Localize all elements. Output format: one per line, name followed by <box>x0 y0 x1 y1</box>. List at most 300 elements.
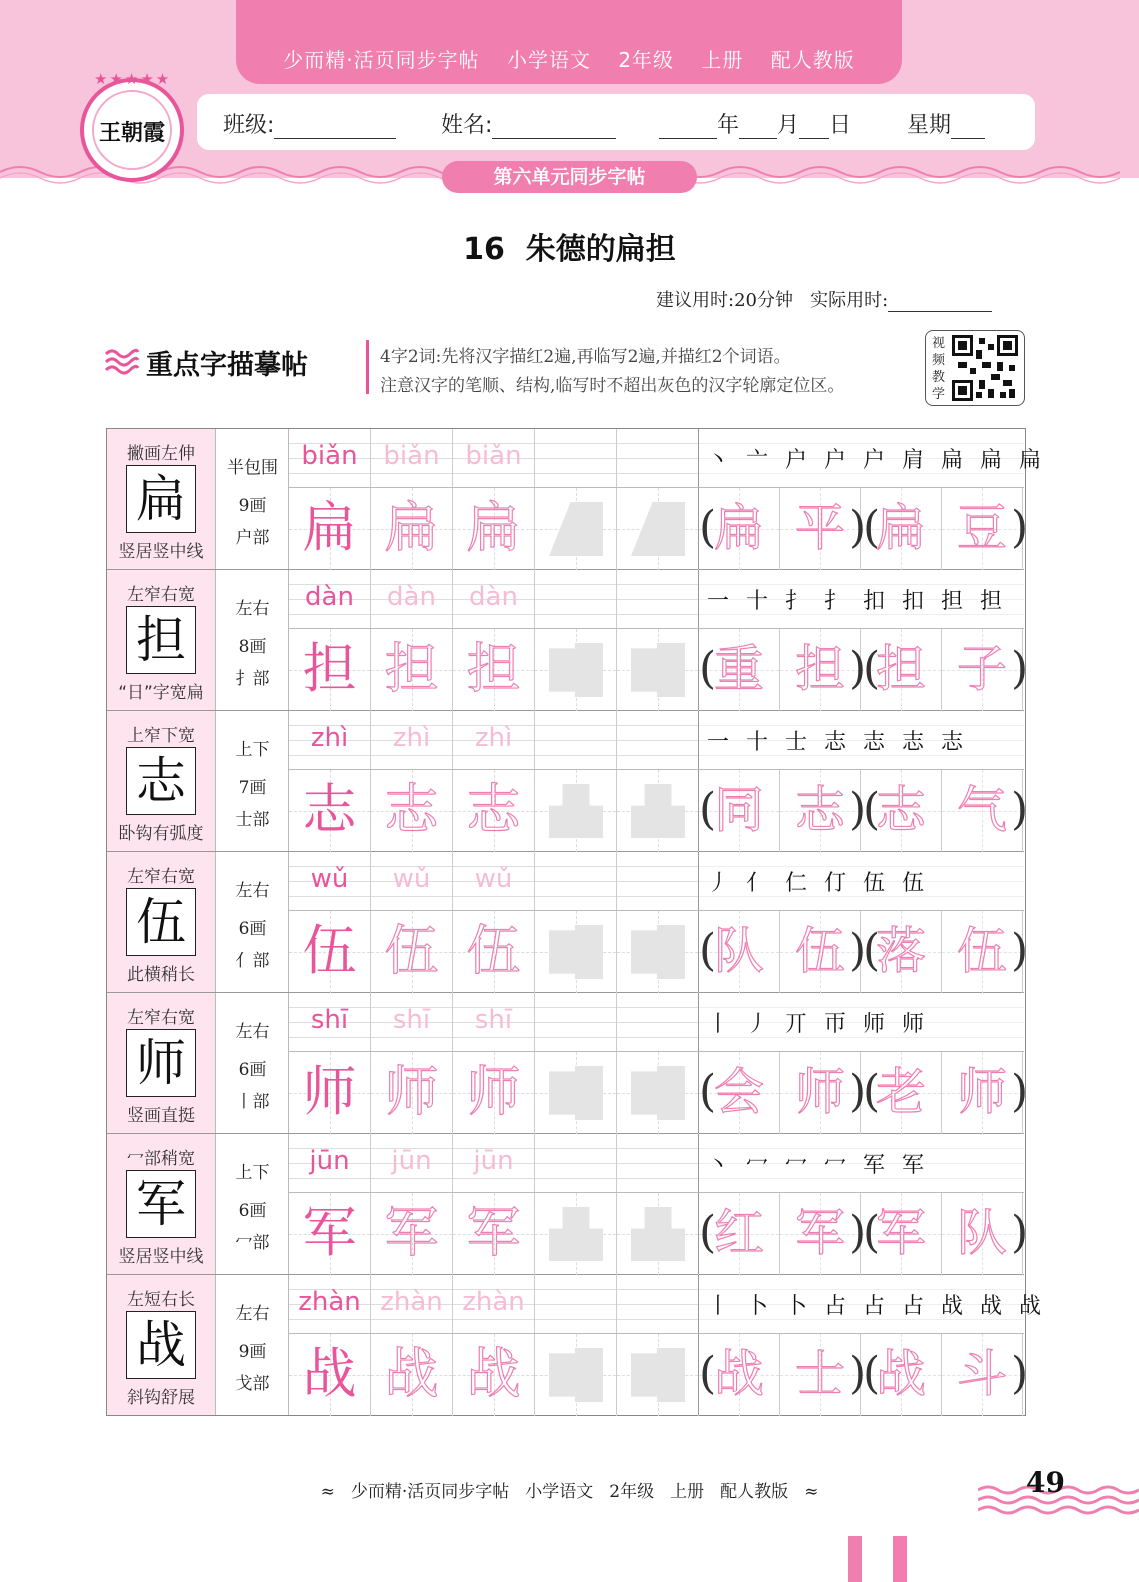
tracing-band <box>289 1192 698 1274</box>
stroke-count: 8画 <box>238 637 267 657</box>
word-paren-open: ( <box>699 925 717 976</box>
pinyin-cell <box>289 993 371 1051</box>
char-outline-shape <box>631 784 685 838</box>
pinyin-band <box>289 429 698 487</box>
copy-cell[interactable] <box>617 488 699 570</box>
stroke-order-band <box>698 993 1024 1051</box>
pinyin-cell <box>453 429 535 487</box>
reference-char: 志 <box>136 752 186 810</box>
section-note <box>380 343 844 401</box>
name-blank[interactable] <box>492 117 616 139</box>
word-paren-open: ( <box>699 784 717 835</box>
stroke-count: 9画 <box>238 1342 267 1362</box>
structure-cell <box>217 993 289 1133</box>
time-line <box>656 286 992 312</box>
series-subject: 小学语文 <box>506 48 591 72</box>
pinyin-cell[interactable] <box>535 1134 617 1192</box>
stroke-order: 丨 卜 卜 占 占 占 战 战 战 <box>707 1294 1046 1319</box>
footer-wave-left-icon: ≈ <box>320 1482 335 1502</box>
char-radical: 士部 <box>235 810 270 830</box>
word-paren-close: ) <box>849 643 867 694</box>
word-trace-char: 气 <box>957 781 1007 839</box>
tracing-band <box>289 1333 698 1415</box>
page-number: 49 <box>1026 1466 1065 1499</box>
month-blank[interactable] <box>739 117 777 139</box>
word-trace-char: 战 <box>876 1345 926 1403</box>
word-paren-open: ( <box>699 502 717 553</box>
actual-time-blank[interactable] <box>888 294 992 312</box>
words-band <box>698 628 1029 710</box>
word-trace-char: 扁 <box>714 499 764 557</box>
word-paren-open: ( <box>699 1348 717 1399</box>
video-qr-box[interactable] <box>925 330 1025 406</box>
tracing-cell[interactable] <box>453 1334 535 1416</box>
tracing-cell[interactable] <box>289 1334 371 1416</box>
writing-tip-bottom: 竖画直挺 <box>127 1106 195 1126</box>
pinyin-cell[interactable] <box>535 570 617 628</box>
unit-tab: 第六单元同步字帖 <box>442 161 697 193</box>
words-band <box>698 1192 1029 1274</box>
series-title <box>236 44 902 73</box>
pinyin-cell[interactable] <box>535 1275 617 1333</box>
pinyin-cell[interactable] <box>617 852 699 910</box>
tracing-cell[interactable] <box>371 629 453 711</box>
writing-tip-top: 左窄右宽 <box>127 585 195 605</box>
series-volume: 上册 <box>701 48 744 72</box>
pinyin-cell[interactable] <box>617 993 699 1051</box>
suggested-time: 建议用时:20分钟 <box>656 290 793 311</box>
pinyin-cell <box>453 993 535 1051</box>
copy-cell[interactable] <box>617 1334 699 1416</box>
pinyin-cell[interactable] <box>535 852 617 910</box>
tracing-cell[interactable] <box>371 911 453 993</box>
structure-cell <box>217 570 289 710</box>
reference-cell <box>107 429 216 569</box>
copy-cell[interactable] <box>535 1334 617 1416</box>
pinyin-text: biǎn <box>301 441 358 471</box>
copy-cell[interactable] <box>535 488 617 570</box>
word-paren-open: ( <box>863 784 881 835</box>
stroke-order-band <box>698 852 1024 910</box>
pinyin-cell[interactable] <box>617 570 699 628</box>
pinyin-text: jūn <box>391 1146 432 1176</box>
model-char: 志 <box>302 778 357 841</box>
pinyin-cell <box>371 1134 453 1192</box>
footer-wave-right-icon: ≈ <box>804 1482 819 1502</box>
stroke-order-band <box>698 1134 1024 1192</box>
word-paren-close: ) <box>1011 502 1029 553</box>
tracing-cell[interactable] <box>371 770 453 852</box>
words-band <box>698 769 1029 851</box>
trace-char: 伍 <box>466 919 521 982</box>
tracing-cell[interactable] <box>289 629 371 711</box>
word-trace-char: 会 <box>714 1063 764 1121</box>
word-paren-open: ( <box>699 1066 717 1117</box>
stroke-order-band <box>698 711 1024 769</box>
pinyin-text: zhàn <box>298 1287 361 1317</box>
word-paren-open: ( <box>863 502 881 553</box>
word-paren-open: ( <box>863 925 881 976</box>
words-band <box>698 1051 1029 1133</box>
char-outline-shape <box>631 1066 685 1120</box>
trace-char: 师 <box>466 1060 521 1123</box>
year-blank[interactable] <box>659 117 717 139</box>
char-radical: 户部 <box>235 528 270 548</box>
word-trace-char: 斗 <box>957 1345 1007 1403</box>
word-trace-char: 队 <box>957 1204 1007 1262</box>
pinyin-cell <box>453 852 535 910</box>
char-row <box>107 1134 1029 1275</box>
tracing-cell[interactable] <box>289 911 371 993</box>
stroke-count: 6画 <box>238 1060 267 1080</box>
stroke-order-band <box>698 1275 1046 1333</box>
pinyin-text: wǔ <box>392 864 431 894</box>
word-trace-char: 战 <box>714 1345 764 1403</box>
pinyin-text: shī <box>474 1005 513 1035</box>
model-char: 担 <box>302 637 357 700</box>
char-row <box>107 570 1029 711</box>
trace-char: 担 <box>466 637 521 700</box>
tracing-cell[interactable] <box>453 488 535 570</box>
structure-cell <box>217 429 289 569</box>
pinyin-cell <box>453 711 535 769</box>
words-band <box>698 910 1029 992</box>
char-structure: 左右 <box>235 881 270 901</box>
writing-tip-bottom: 卧钩有弧度 <box>118 824 204 844</box>
pinyin-text: jūn <box>309 1146 350 1176</box>
tracing-cell[interactable] <box>371 488 453 570</box>
pinyin-cell <box>289 570 371 628</box>
word-paren-close: ) <box>849 1207 867 1258</box>
word-paren-close: ) <box>1011 1207 1029 1258</box>
reference-char: 军 <box>136 1175 186 1233</box>
stroke-order: 丨 丿 丌 帀 师 师 <box>707 1012 929 1037</box>
pinyin-band <box>289 993 698 1051</box>
word-paren-open: ( <box>699 643 717 694</box>
writing-tip-top: 左短右长 <box>127 1290 195 1310</box>
char-outline-shape <box>549 925 603 979</box>
pinyin-cell[interactable] <box>535 993 617 1051</box>
stroke-order: 一 十 扌 扌 扣 扣 担 担 <box>707 589 1007 614</box>
footer-series-grade: 2年级 <box>609 1482 655 1502</box>
pinyin-cell <box>371 711 453 769</box>
pinyin-band <box>289 852 698 910</box>
word-trace-char: 担 <box>795 640 845 698</box>
class-blank[interactable] <box>274 117 396 139</box>
logo-text: 王朝霞 <box>98 120 165 146</box>
pinyin-cell <box>453 1134 535 1192</box>
tracing-cell[interactable] <box>453 1193 535 1275</box>
char-row <box>107 711 1029 852</box>
trace-char: 战 <box>466 1342 521 1405</box>
reference-char-box <box>126 1170 196 1238</box>
pinyin-cell <box>289 852 371 910</box>
copy-cell[interactable] <box>535 629 617 711</box>
reference-cell <box>107 1134 216 1274</box>
word-trace-char: 落 <box>876 922 926 980</box>
pinyin-band <box>289 1134 698 1192</box>
section-note-line1: 4字2词:先将汉字描红2遍,再临写2遍,并描红2个词语。 <box>380 347 791 367</box>
writing-tip-bottom: 竖居竖中线 <box>118 542 204 562</box>
section-divider <box>366 340 369 394</box>
word-paren-close: ) <box>849 502 867 553</box>
copy-cell[interactable] <box>535 1052 617 1134</box>
writing-tip-bottom: 竖居竖中线 <box>118 1247 204 1267</box>
stroke-order: 丿 亻 仁 仃 伍 伍 <box>707 871 929 896</box>
class-field[interactable] <box>223 108 396 139</box>
pinyin-cell[interactable] <box>535 711 617 769</box>
tracing-cell[interactable] <box>371 1052 453 1134</box>
char-structure: 上下 <box>235 1163 270 1183</box>
word-paren-close: ) <box>1011 1066 1029 1117</box>
reference-char-box <box>126 1311 196 1379</box>
name-label: 姓名: <box>441 113 493 138</box>
reference-cell <box>107 570 216 710</box>
char-structure: 上下 <box>235 740 270 760</box>
word-trace-char: 伍 <box>795 922 845 980</box>
pinyin-band <box>289 711 698 769</box>
pinyin-cell <box>453 570 535 628</box>
practice-grid <box>106 428 1046 1416</box>
tracing-cell[interactable] <box>453 629 535 711</box>
tracing-band <box>289 628 698 710</box>
stroke-order: 一 十 士 志 志 志 志 <box>707 730 968 755</box>
logo-ring <box>92 70 172 170</box>
char-row <box>107 1275 1046 1416</box>
day-label: 日 <box>829 113 852 138</box>
writing-tip-top: 上窄下宽 <box>127 726 195 746</box>
char-outline-shape <box>631 502 685 556</box>
tracing-cell[interactable] <box>289 1052 371 1134</box>
tracing-cell[interactable] <box>371 1193 453 1275</box>
writing-tip-top: 撇画左伸 <box>127 444 195 464</box>
word-trace-char: 子 <box>957 640 1007 698</box>
stroke-order-band <box>698 429 1046 487</box>
trace-char: 志 <box>466 778 521 841</box>
stroke-count: 6画 <box>238 1201 267 1221</box>
tracing-band <box>289 1051 698 1133</box>
tracing-cell[interactable] <box>289 1193 371 1275</box>
word-paren-close: ) <box>1011 925 1029 976</box>
trace-char: 扁 <box>466 496 521 559</box>
stroke-order-band <box>698 570 1024 628</box>
qr-label: 视频教学 <box>932 336 946 402</box>
writing-tip-top: 左窄右宽 <box>127 1008 195 1028</box>
section-note-line2: 注意汉字的笔顺、结构,临写时不超出灰色的汉字轮廓定位区。 <box>380 376 845 396</box>
structure-cell <box>217 1134 289 1274</box>
student-info-box <box>197 94 1035 150</box>
series-name: 少而精·活页同步字帖 <box>283 48 480 72</box>
pinyin-cell <box>289 429 371 487</box>
char-row <box>107 852 1029 993</box>
copy-cell[interactable] <box>535 770 617 852</box>
reference-char-box <box>126 888 196 956</box>
name-field[interactable] <box>441 108 616 139</box>
pinyin-cell[interactable] <box>617 429 699 487</box>
reference-char-box <box>126 465 196 533</box>
pinyin-text: biǎn <box>383 441 440 471</box>
word-trace-char: 担 <box>876 640 926 698</box>
tracing-cell[interactable] <box>453 1052 535 1134</box>
trace-char: 志 <box>384 778 439 841</box>
reference-char-box <box>126 606 196 674</box>
stroke-count: 9画 <box>238 496 267 516</box>
word-paren-open: ( <box>863 1066 881 1117</box>
pinyin-cell <box>371 993 453 1051</box>
word-paren-close: ) <box>849 1348 867 1399</box>
char-radical: 扌部 <box>235 669 270 689</box>
char-structure: 左右 <box>235 599 270 619</box>
word-trace-char: 军 <box>876 1204 926 1262</box>
word-trace-char: 扁 <box>876 499 926 557</box>
char-outline-shape <box>631 643 685 697</box>
pinyin-text: dàn <box>387 582 436 612</box>
word-paren-open: ( <box>863 1207 881 1258</box>
char-outline-shape <box>549 1207 603 1261</box>
structure-cell <box>217 711 289 851</box>
model-char: 师 <box>302 1060 357 1123</box>
weekday-field[interactable] <box>907 108 985 139</box>
char-radical: 冖部 <box>235 1233 270 1253</box>
trace-char: 军 <box>384 1201 439 1264</box>
trace-char: 师 <box>384 1060 439 1123</box>
pinyin-cell[interactable] <box>617 1134 699 1192</box>
char-radical: 戈部 <box>235 1374 270 1394</box>
pinyin-text: zhàn <box>462 1287 525 1317</box>
copy-cell[interactable] <box>535 1193 617 1275</box>
reference-cell <box>107 1275 216 1415</box>
copy-cell[interactable] <box>617 1052 699 1134</box>
trace-char: 扁 <box>384 496 439 559</box>
word-trace-char: 师 <box>957 1063 1007 1121</box>
char-radical: 丨部 <box>235 1092 270 1112</box>
pinyin-cell <box>289 711 371 769</box>
word-trace-char: 志 <box>795 781 845 839</box>
word-paren-open: ( <box>863 1348 881 1399</box>
day-blank[interactable] <box>799 117 829 139</box>
word-paren-close: ) <box>849 784 867 835</box>
word-trace-char: 师 <box>795 1063 845 1121</box>
pinyin-text: zhì <box>310 723 349 753</box>
tracing-cell[interactable] <box>453 911 535 993</box>
stroke-count: 6画 <box>238 919 267 939</box>
word-paren-open: ( <box>699 1207 717 1258</box>
word-trace-char: 军 <box>795 1204 845 1262</box>
pinyin-text: zhì <box>392 723 431 753</box>
stroke-count: 7画 <box>238 778 267 798</box>
tracing-cell[interactable] <box>289 770 371 852</box>
month-label: 月 <box>777 113 800 138</box>
reference-char-box <box>126 747 196 815</box>
pinyin-cell[interactable] <box>617 1275 699 1333</box>
trace-char: 伍 <box>384 919 439 982</box>
tracing-cell[interactable] <box>453 770 535 852</box>
word-trace-char: 豆 <box>957 499 1007 557</box>
logo-stars-icon: ★★★★★ <box>94 70 172 88</box>
model-char: 伍 <box>302 919 357 982</box>
pinyin-text: wǔ <box>474 864 513 894</box>
word-trace-char: 老 <box>876 1063 926 1121</box>
reference-cell <box>107 852 216 992</box>
char-row <box>107 993 1029 1134</box>
pinyin-cell <box>371 1275 453 1333</box>
copy-cell[interactable] <box>617 629 699 711</box>
words-band <box>698 487 1029 569</box>
char-outline-shape <box>549 1348 603 1402</box>
year-label: 年 <box>717 113 740 138</box>
weekday-blank[interactable] <box>951 117 985 139</box>
char-row <box>107 429 1046 570</box>
model-char: 战 <box>302 1342 357 1405</box>
structure-cell <box>217 852 289 992</box>
char-structure: 左右 <box>235 1304 270 1324</box>
char-outline-shape <box>631 1207 685 1261</box>
reference-char-box <box>126 1029 196 1097</box>
reference-char: 师 <box>136 1034 186 1092</box>
footer-bar-right <box>893 1536 907 1582</box>
tracing-cell[interactable] <box>371 1334 453 1416</box>
tracing-cell[interactable] <box>289 488 371 570</box>
char-outline-shape <box>631 1348 685 1402</box>
brand-logo <box>80 70 184 182</box>
pinyin-cell[interactable] <box>617 711 699 769</box>
word-paren-close: ) <box>849 1066 867 1117</box>
words-band <box>698 1333 1029 1415</box>
copy-cell[interactable] <box>617 911 699 993</box>
pinyin-cell <box>289 1275 371 1333</box>
char-structure: 左右 <box>235 1022 270 1042</box>
reference-char: 担 <box>136 611 186 669</box>
section-title: 重点字描摹帖 <box>146 350 308 381</box>
char-outline-shape <box>549 784 603 838</box>
trace-char: 战 <box>384 1342 439 1405</box>
pinyin-text: jūn <box>473 1146 514 1176</box>
writing-tip-top: 左窄右宽 <box>127 867 195 887</box>
qr-code-icon[interactable] <box>952 335 1018 401</box>
tracing-band <box>289 910 698 992</box>
pinyin-cell[interactable] <box>535 429 617 487</box>
char-outline-shape <box>549 502 603 556</box>
structure-cell <box>217 1275 289 1415</box>
tracing-band <box>289 769 698 851</box>
section-wave-icon <box>104 346 140 376</box>
pinyin-cell <box>289 1134 371 1192</box>
word-trace-char: 重 <box>714 640 764 698</box>
series-grade: 2年级 <box>618 48 675 72</box>
word-paren-close: ) <box>1011 1348 1029 1399</box>
char-outline-shape <box>549 1066 603 1120</box>
word-trace-char: 志 <box>876 781 926 839</box>
model-char: 军 <box>302 1201 357 1264</box>
pinyin-cell <box>371 429 453 487</box>
series-edition: 配人教版 <box>770 48 855 72</box>
copy-cell[interactable] <box>617 770 699 852</box>
word-trace-char: 平 <box>795 499 845 557</box>
copy-cell[interactable] <box>535 911 617 993</box>
lesson-title: 16 朱德的扁担 <box>463 232 676 267</box>
writing-tip-bottom: 此横稍长 <box>127 965 195 985</box>
pinyin-text: dàn <box>469 582 518 612</box>
footer-series-subject: 小学语文 <box>525 1482 594 1502</box>
pinyin-text: zhàn <box>380 1287 443 1317</box>
trace-char: 军 <box>466 1201 521 1264</box>
copy-cell[interactable] <box>617 1193 699 1275</box>
model-char: 扁 <box>302 496 357 559</box>
footer-bar-left <box>848 1536 862 1582</box>
date-field[interactable] <box>659 108 851 139</box>
pinyin-band <box>289 1275 698 1333</box>
weekday-label: 星期 <box>907 113 952 138</box>
